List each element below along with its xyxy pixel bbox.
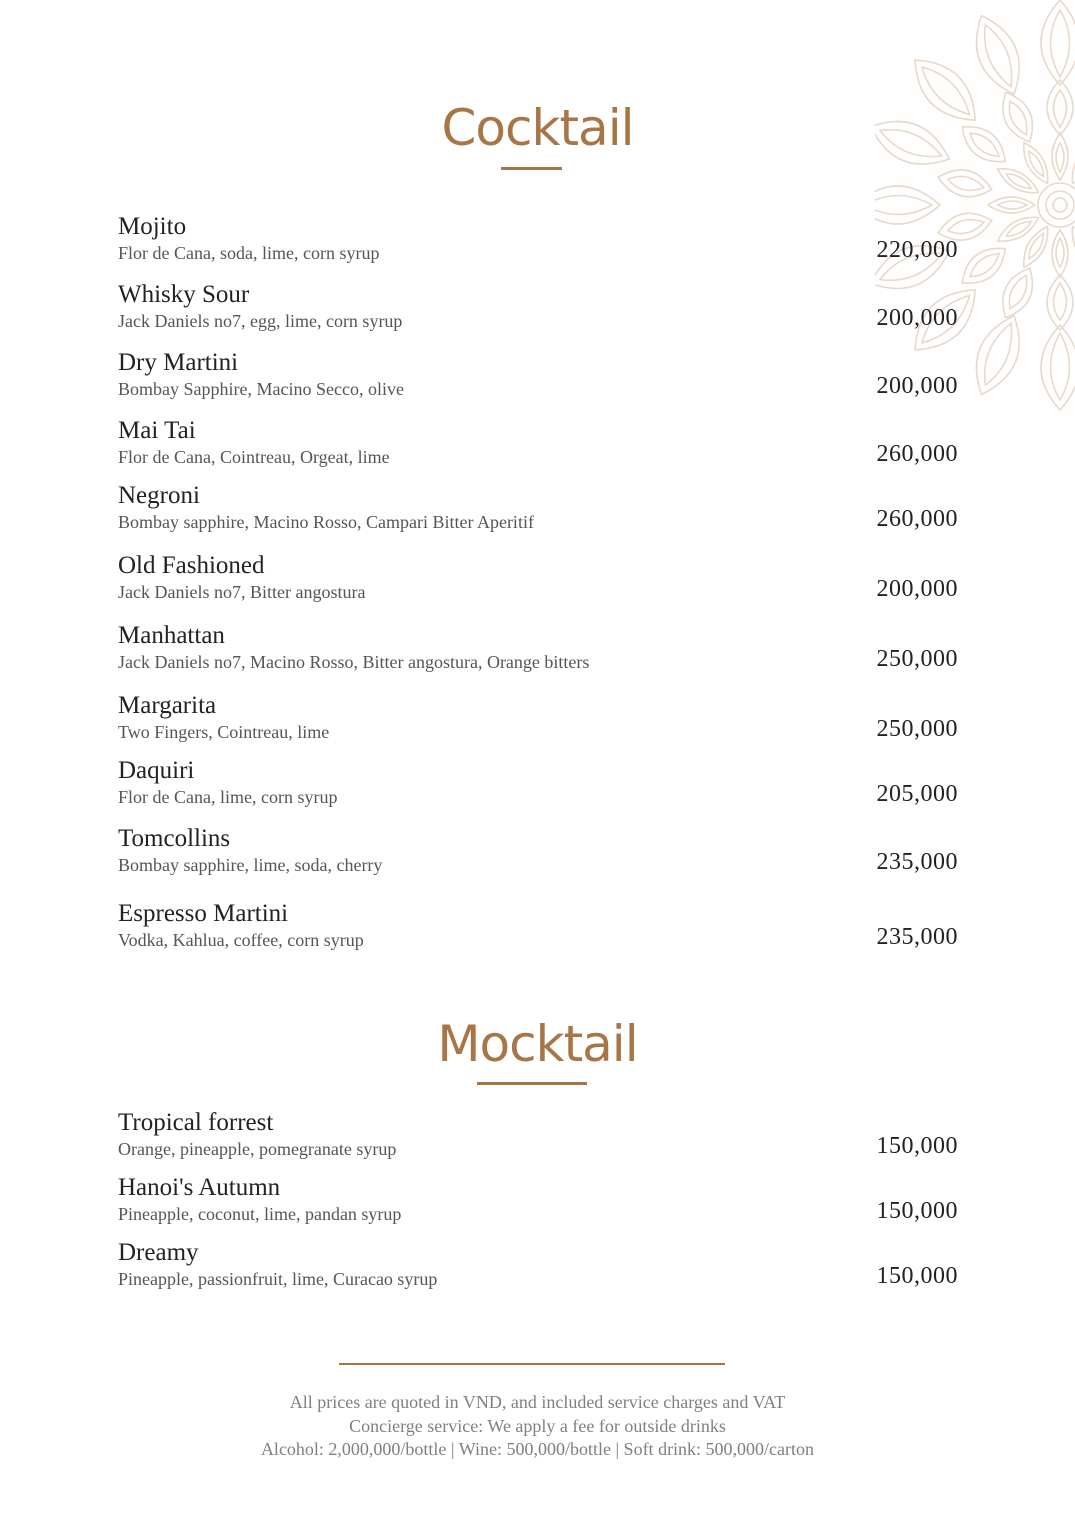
item-description: Flor de Cana, soda, lime, corn syrup xyxy=(118,243,380,263)
menu-item xyxy=(118,825,958,887)
menu-item xyxy=(118,552,958,614)
item-name: Mai Tai xyxy=(118,417,196,444)
menu-item xyxy=(118,213,958,275)
item-price: 250,000 xyxy=(876,716,958,742)
item-price: 260,000 xyxy=(876,441,958,467)
item-name: Espresso Martini xyxy=(118,900,289,927)
item-description: Pineapple, passionfruit, lime, Curacao syrup xyxy=(118,1269,438,1289)
footer-line-concierge: Concierge service: We apply a fee for outside drinks xyxy=(349,1415,726,1436)
item-description: Bombay Sapphire, Macino Secco, olive xyxy=(118,379,404,399)
item-description: Orange, pineapple, pomegranate syrup xyxy=(118,1139,397,1159)
item-name: Daquiri xyxy=(118,757,195,784)
menu-item xyxy=(118,1174,958,1236)
mocktail-title-divider xyxy=(477,1082,587,1085)
item-description: Jack Daniels no7, egg, lime, corn syrup xyxy=(118,311,403,331)
footer-divider xyxy=(339,1363,725,1365)
item-price: 235,000 xyxy=(876,924,958,950)
menu-item xyxy=(118,1109,958,1171)
menu-item xyxy=(118,692,958,754)
cocktail-title-divider xyxy=(501,167,562,170)
footer-line-fees: Alcohol: 2,000,000/bottle | Wine: 500,000/bottle | Soft drink: 500,000/carton xyxy=(260,1439,815,1459)
item-description: Flor de Cana, Cointreau, Orgeat, lime xyxy=(118,447,390,467)
menu-item xyxy=(118,757,958,819)
item-price: 250,000 xyxy=(876,646,958,672)
menu-item xyxy=(118,900,958,962)
menu-item xyxy=(118,417,958,479)
menu-item xyxy=(118,482,958,544)
item-name: Manhattan xyxy=(118,622,225,649)
item-name: Negroni xyxy=(118,482,200,509)
menu-item xyxy=(118,349,958,411)
footer-notes xyxy=(0,1391,1075,1462)
item-price: 150,000 xyxy=(876,1133,958,1159)
item-description: Bombay sapphire, lime, soda, cherry xyxy=(118,855,383,875)
item-price: 200,000 xyxy=(876,576,958,602)
item-name: Whisky Sour xyxy=(118,281,250,308)
item-price: 150,000 xyxy=(876,1198,958,1224)
item-price: 260,000 xyxy=(876,506,958,532)
menu-item xyxy=(118,281,958,343)
item-description: Pineapple, coconut, lime, pandan syrup xyxy=(118,1204,402,1224)
item-description: Two Fingers, Cointreau, lime xyxy=(118,722,330,742)
mocktail-section-title: Mocktail xyxy=(437,1015,638,1073)
item-name: Tropical forrest xyxy=(118,1109,274,1136)
item-name: Hanoi's Autumn xyxy=(118,1174,281,1201)
item-name: Dreamy xyxy=(118,1239,199,1266)
item-description: Flor de Cana, lime, corn syrup xyxy=(118,787,338,807)
item-description: Jack Daniels no7, Macino Rosso, Bitter angostura, Orange bitters xyxy=(118,652,590,672)
item-name: Dry Martini xyxy=(118,349,239,376)
footer-line-prices: All prices are quoted in VND, and included service charges and VAT xyxy=(289,1392,786,1412)
item-price: 220,000 xyxy=(876,237,958,263)
item-name: Margarita xyxy=(118,692,217,719)
item-name: Old Fashioned xyxy=(118,552,265,579)
menu-item xyxy=(118,622,958,684)
item-description: Bombay sapphire, Macino Rosso, Campari Bitter Aperitif xyxy=(118,512,534,532)
item-price: 200,000 xyxy=(876,305,958,331)
item-price: 235,000 xyxy=(876,849,958,875)
item-price: 200,000 xyxy=(876,373,958,399)
item-name: Mojito xyxy=(118,213,187,240)
item-name: Tomcollins xyxy=(118,825,231,852)
cocktail-section-title: Cocktail xyxy=(441,99,634,157)
item-description: Vodka, Kahlua, coffee, corn syrup xyxy=(118,930,364,950)
item-price: 150,000 xyxy=(876,1263,958,1289)
menu-item xyxy=(118,1239,958,1301)
item-description: Jack Daniels no7, Bitter angostura xyxy=(118,582,366,602)
item-price: 205,000 xyxy=(876,781,958,807)
